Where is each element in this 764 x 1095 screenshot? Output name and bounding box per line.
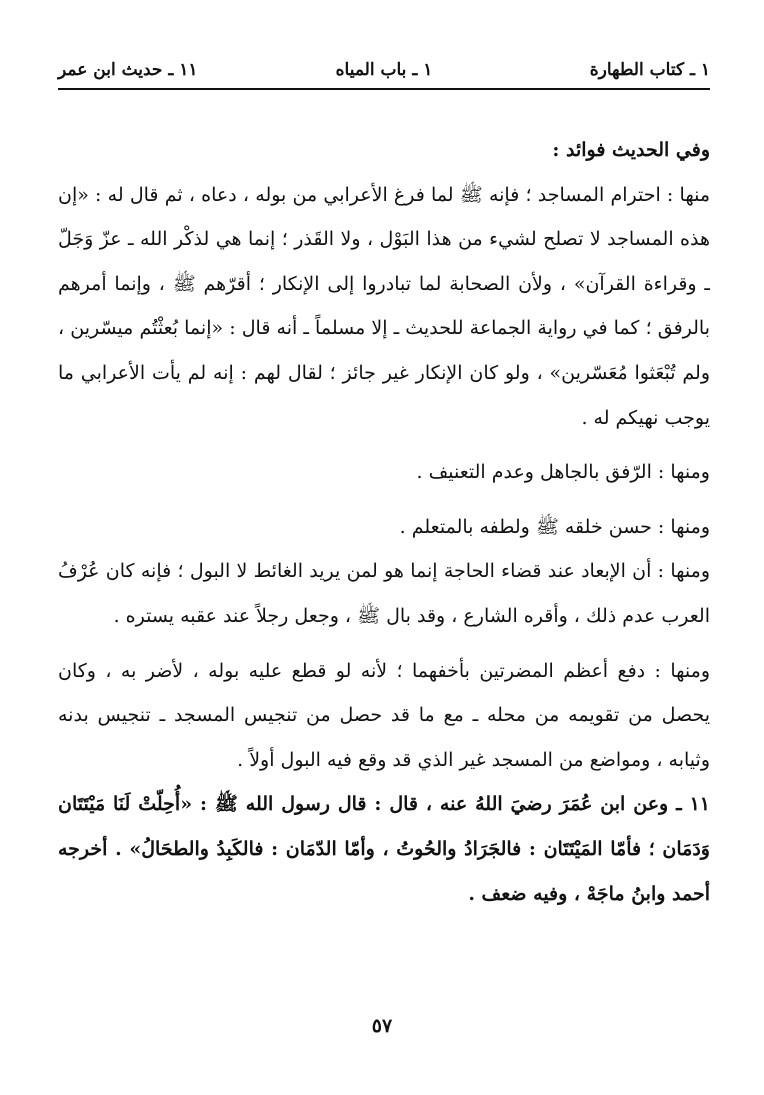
- page-number: ٥٧: [371, 1015, 393, 1037]
- header-hadith-title: ١١ ـ حديث ابن عمر: [58, 60, 198, 80]
- header-chapter-title: ١ ـ باب المياه: [335, 60, 433, 80]
- benefits-heading: وفي الحديث فوائد :: [552, 139, 710, 161]
- running-header: [58, 54, 710, 90]
- body-text: [58, 128, 710, 916]
- benefit-paragraph: ومنها : دفع أعظم المضرتين بأخفهما ؛ لأنه لو قطع عليه بوله ، لأضر به ، وكان يحصل من تقويمه من محله ـ مع ما قد حصل من تنجيس المسجد ـ تنجيس بدنه وثيابه ، ومواضع من المسجد غير الذي قد وقع فيه البول أولاً .: [58, 659, 710, 771]
- benefit-paragraph: ومنها : الرّفق بالجاهل وعدم التعنيف .: [416, 461, 710, 484]
- benefit-paragraph: ومنها : حسن خلقه ﷺ ولطفه بالمتعلم .: [399, 515, 710, 538]
- hadith-paragraph: ١١ ـ وعن ابن عُمَرَ رضيَ اللهُ عنه ، قال : قال رسول الله ﷺ : «أُحِلّتْ لَنَا مَيْتَتَان وَدَمَان ؛ فأمّا المَيْتَتَان : فالجَرَادُ والحُوتُ ، وأمّا الدّمَان : فالكَبِدُ والطحَالُ» . أخرجه أحمد وابنُ ماجَهْ ، وفيه ضعف .: [58, 793, 710, 905]
- header-book-title: ١ ـ كتاب الطهارة: [589, 60, 710, 80]
- benefit-paragraph: ومنها : أن الإبعاد عند قضاء الحاجة إنما هو لمن يريد الغائط لا البول ؛ فإنه كان عُرْفُ العرب عدم ذلك ، وأقره الشارع ، وقد بال ﷺ ، وجعل رجلاً عند عقبه يستره .: [58, 560, 710, 627]
- benefit-paragraph: منها : احترام المساجد ؛ فإنه ﷺ لما فرغ الأعرابي من بوله ، دعاه ، ثم قال له : «إن هذه المساجد لا تصلح لشيء من هذا البَوْل ، ولا القَذر ؛ إنما هي لذكْر الله ـ عزّ وَجَلّ ـ وقراءة القرآن» ، ولأن الصحابة لما تبادروا إلى الإنكار ؛ أقرّهم ﷺ ، وإنما أمرهم بالرفق ؛ كما في رواية الجماعة للحديث ـ إلا مسلماً ـ أنه قال : «إنما بُعثْتُم ميسّرين ، ولم تُبْعَثوا مُعَسّرين» ، ولو كان الإنكار غير جائز ؛ لقال لهم : إنه لم يأت الأعرابي ما يوجب نهيكم له .: [58, 183, 710, 429]
